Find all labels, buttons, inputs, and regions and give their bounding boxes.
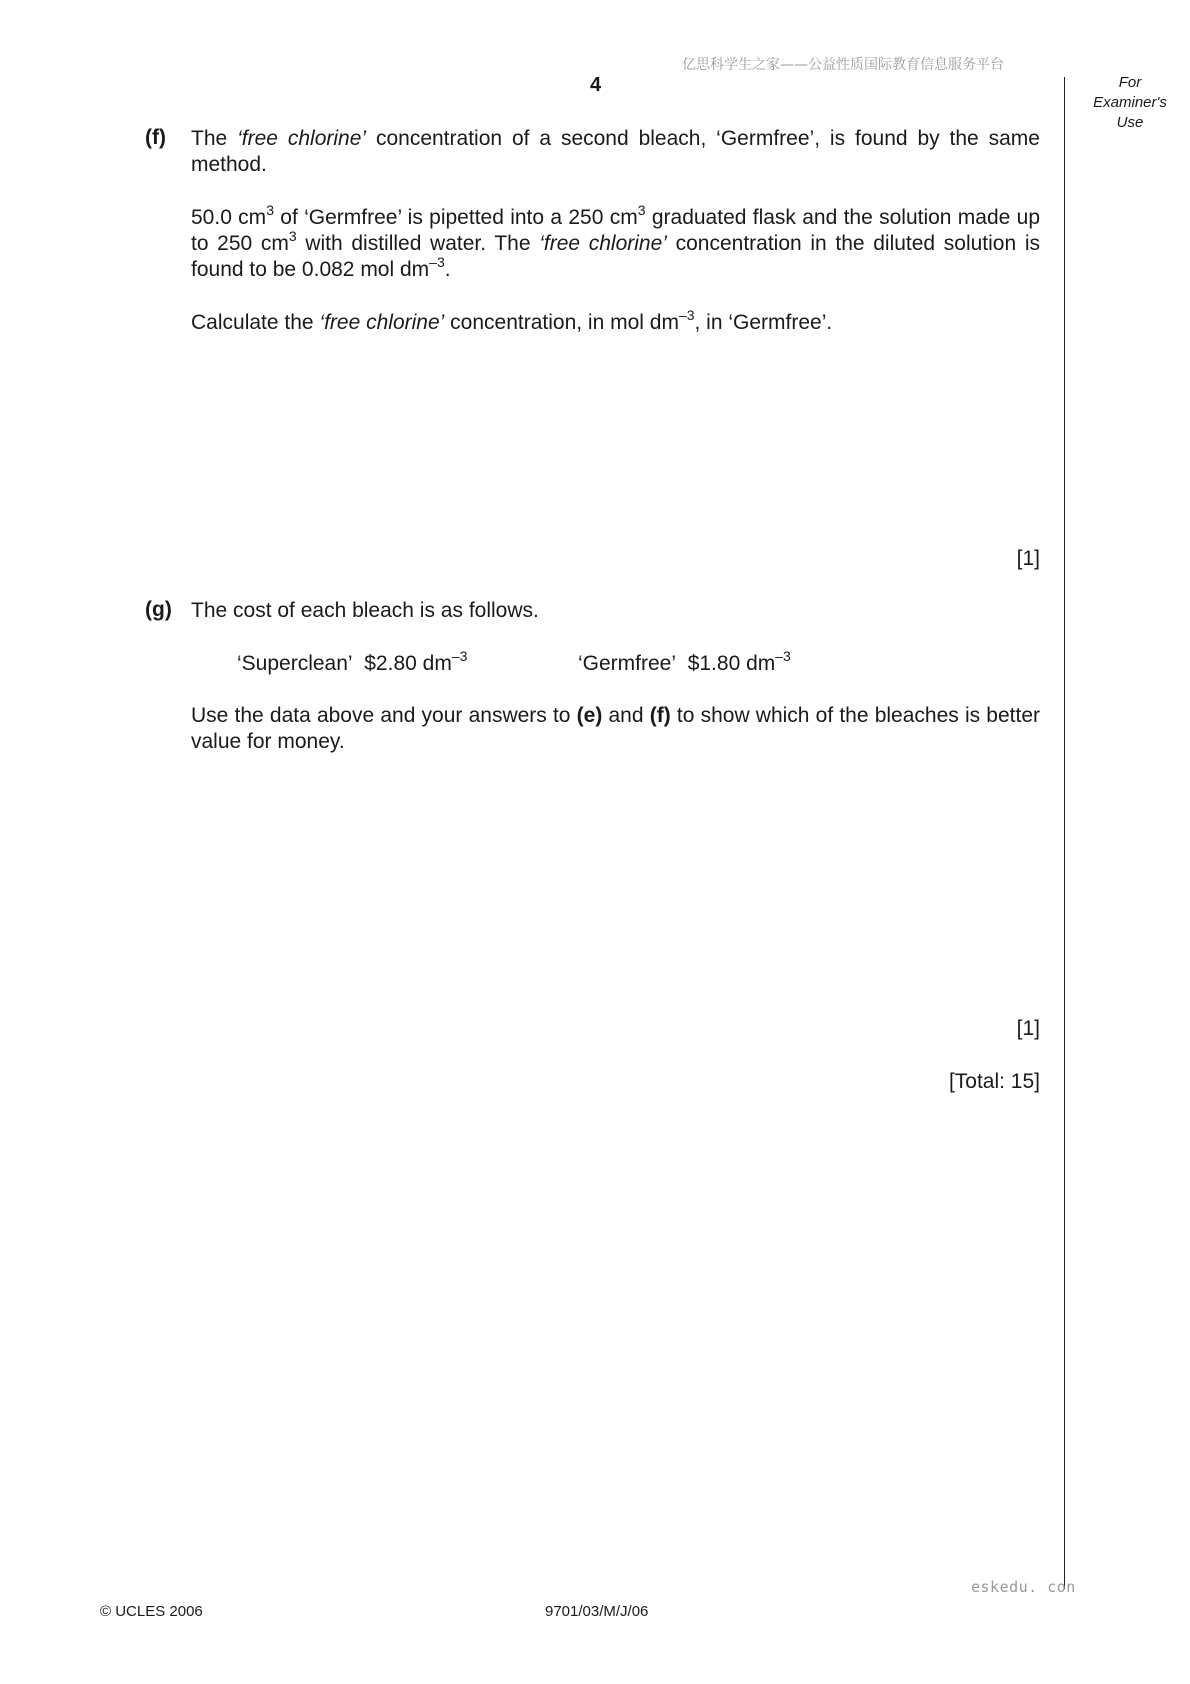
question-g-marks: [1]: [1016, 1017, 1040, 1040]
free-chlorine-term: ‘free chlorine’: [319, 311, 445, 334]
examiner-label-line-3: Use: [1116, 114, 1144, 131]
examiner-label-line-1: For: [1118, 74, 1142, 91]
bleach-price: $1.80 dm: [687, 652, 776, 675]
free-chlorine-term: ‘free chlorine’: [237, 127, 367, 150]
question-g-task: Use the data above and your answers to (e) and (f) to show which of the bleaches is better value for money.: [191, 704, 1040, 753]
header-watermark: 亿思科学生之家——公益性质国际教育信息服务平台: [682, 57, 1004, 73]
cost-superclean: ‘Superclean’ $2.80 $dm^{-3}$: [237, 648, 468, 675]
bleach-price: $2.80 dm: [364, 652, 452, 675]
ref-part-e: (e): [576, 704, 603, 727]
examiner-label-line-2: Examiner's: [1093, 94, 1167, 111]
bleach-name: ‘Superclean’: [237, 652, 353, 675]
total-marks: [Total: 15]: [948, 1070, 1040, 1093]
footer-watermark: eskedu. con: [971, 1578, 1076, 1596]
ref-part-f: (f): [649, 704, 671, 727]
question-f-label: (f): [145, 126, 166, 149]
question-f-procedure: 50.0 $cm^3$ of ‘Germfree’ is pipetted into a 250 $cm^3$ graduated flask and the solution made up to 250 $cm^3$ with distilled water. The ‘free chlorine’ concentration in the diluted solution is found to be 0.082 mol $dm^{-3}$.: [191, 202, 1040, 281]
paper-code: 9701/03/M/J/06: [545, 1603, 649, 1620]
question-f-intro: The ‘free chlorine’ concentration of a second bleach, ‘Germfree’, is found by the same method.: [191, 127, 1040, 176]
question-f-task: Calculate the ‘free chlorine’ concentration, in mol $dm^{-3}$, in ‘Germfree’.: [191, 307, 833, 334]
examiner-use-margin-label: [1085, 73, 1175, 133]
examiner-margin-rule: [1064, 77, 1065, 1589]
question-f-marks: [1]: [1016, 547, 1040, 570]
bleach-name: ‘Germfree’: [578, 652, 677, 675]
copyright: © UCLES 2006: [100, 1603, 203, 1620]
question-g-intro: The cost of each bleach is as follows.: [191, 599, 539, 622]
page-number: 4: [590, 74, 602, 96]
free-chlorine-term: ‘free chlorine’: [539, 232, 667, 255]
question-g-label: (g): [145, 598, 172, 621]
cost-germfree: ‘Germfree’ $1.80 $dm^{-3}$: [578, 648, 791, 675]
